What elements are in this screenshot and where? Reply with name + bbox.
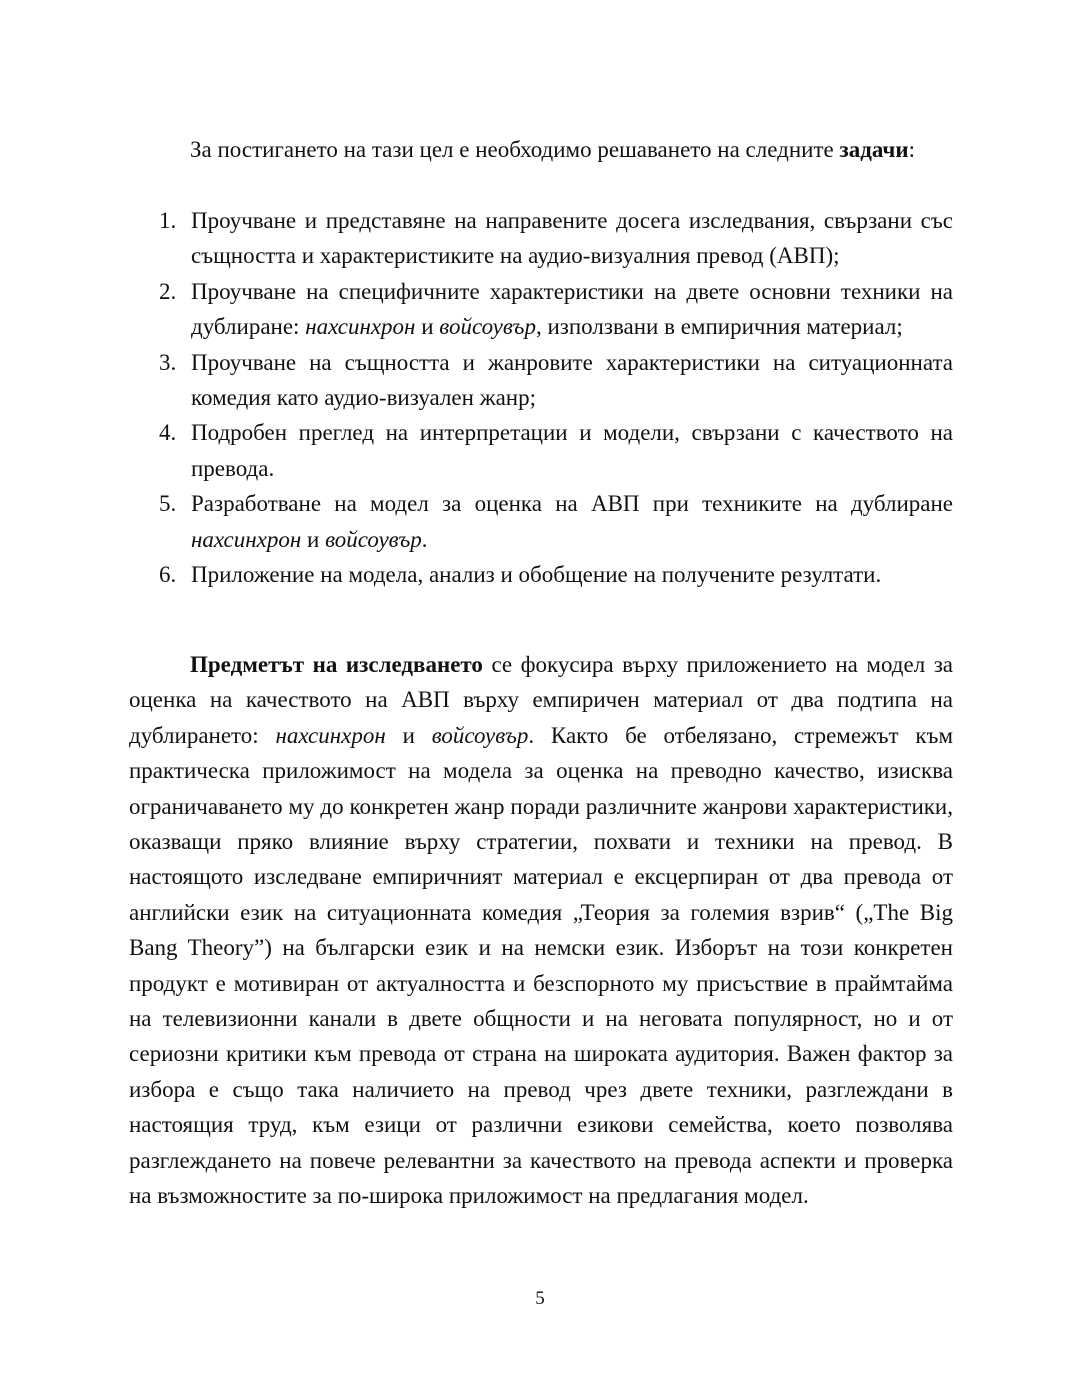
list-item-text: Проучване и представяне на направените досега изследвания, свързани със същността и характеристиките на аудио-визуалния превод (АВП); bbox=[191, 208, 953, 269]
list-item-text: и bbox=[301, 526, 326, 552]
italic-term: войсоувър bbox=[439, 314, 536, 340]
list-item-text: Проучване на същността и жанровите характеристики на ситуационната комедия като аудио-визуален жанр; bbox=[191, 349, 953, 411]
list-item-number: 2. bbox=[159, 278, 177, 304]
italic-term: войсоувър bbox=[431, 722, 529, 748]
list-item-text: . bbox=[421, 526, 428, 552]
intro-colon: : bbox=[908, 137, 916, 162]
list-item bbox=[129, 486, 953, 557]
list-item-text: Разработване на модел за оценка на АВП при техниките на дублиране bbox=[191, 491, 953, 517]
list-item bbox=[129, 274, 953, 345]
italic-term: нахсинхрон bbox=[191, 526, 302, 552]
list-item-text: , използвани в емпиричния материал; bbox=[535, 314, 903, 340]
intro-paragraph bbox=[129, 132, 953, 167]
subject-bold-term: Предметът на изследването bbox=[190, 652, 483, 677]
list-item bbox=[129, 415, 953, 486]
subject-paragraph bbox=[129, 647, 953, 1214]
task-list bbox=[129, 203, 953, 592]
paragraph-text: и bbox=[385, 722, 432, 748]
list-item-number: 4. bbox=[159, 420, 177, 446]
list-item-number: 5. bbox=[159, 491, 177, 517]
intro-bold-term: задачи bbox=[839, 137, 909, 162]
paragraph-text: се фокусира върху приложението на модел за оценка на качеството на АВП върху емпиричен материал от два подтипа на дублирането: bbox=[129, 652, 953, 748]
list-item-number: 1. bbox=[159, 208, 177, 233]
list-item-text: Приложение на модела, анализ и обобщение на получените резултати. bbox=[191, 562, 882, 588]
italic-term: нахсинхрон bbox=[275, 722, 386, 748]
list-item bbox=[129, 345, 953, 416]
list-item-text: Подробен преглед на интерпретации и модели, свързани с качеството на превода. bbox=[191, 420, 953, 481]
list-item bbox=[129, 557, 953, 592]
page-number: 5 bbox=[535, 1288, 545, 1309]
italic-term: нахсинхрон bbox=[305, 314, 416, 340]
list-item bbox=[129, 203, 953, 274]
list-item-text: Проучване на специфичните характеристики на двете основни техники на дублиране: bbox=[191, 278, 953, 340]
italic-term: войсоувър bbox=[325, 526, 422, 552]
list-item-number: 6. bbox=[159, 562, 177, 588]
intro-text: За постигането на тази цел е необходимо решаването на следните bbox=[190, 137, 840, 162]
paragraph-text: . Както бе отбелязано, стремежът към практическа приложимост на модела за оценка на преводно качество, изисква ограничаването му до конкретен жанр поради различните жанрови характеристики, оказващи пряко влияние върху стратегии, похвати и техники на превод. В настоящото изследване емпиричният материал е ексцерпиран от два превода от английски език на ситуационната комедия „Теория за големия взрив“ („The Big Bang Theory”) на български език и на немски език. Изборът на този конкретен продукт е мотивиран от актуалността и безспорното му присъствие в праймтайма на телевизионни канали в двете общности и на неговата популярност, но и от сериозни критики към превода от страна на широката аудитория. Важен фактор за избора е също така наличието на превод чрез двете техники, разглеждани в настоящия труд, към езици от различни езикови семейства, което позволява разглеждането на повече релевантни за качеството на превода аспекти и проверка на възможностите за по-широка приложимост на предлагания модел. bbox=[129, 722, 954, 1209]
list-item-text: и bbox=[415, 314, 440, 340]
list-item-number: 3. bbox=[159, 349, 177, 375]
